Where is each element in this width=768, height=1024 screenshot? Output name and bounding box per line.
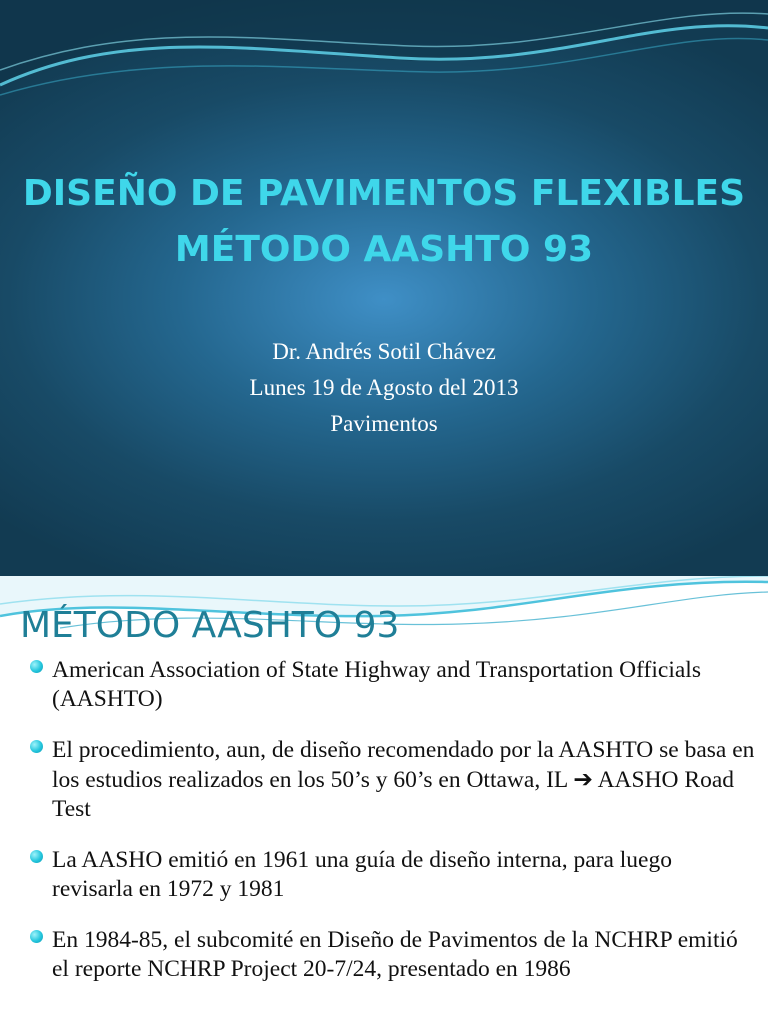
bullet-text: En 1984-85, el subcomité en Diseño de Pavimentos de la NCHRP emitió el reporte NCHRP Project 20-7/24, presentado en 1986 (52, 927, 738, 982)
slide-subtitle (0, 334, 768, 442)
list-item (30, 656, 755, 714)
author-name: Dr. Andrés Sotil Chávez (272, 339, 496, 364)
circle-bullet-icon (30, 660, 43, 673)
title-line-2: MÉTODO AASHTO 93 (174, 229, 594, 270)
presentation-date: Lunes 19 de Agosto del 2013 (249, 375, 519, 400)
wave-decoration (0, 0, 768, 110)
slide-title (0, 166, 768, 278)
bullet-list (30, 656, 755, 1006)
course-name: Pavimentos (330, 411, 438, 436)
circle-bullet-icon (30, 740, 43, 753)
list-item (30, 736, 755, 824)
bullet-text: La AASHO emitió en 1961 una guía de diseño interna, para luego revisarla en 1972 y 1981 (52, 847, 672, 902)
list-item (30, 926, 755, 984)
slide-heading: MÉTODO AASHTO 93 (20, 605, 400, 646)
bullet-text: El procedimiento, aun, de diseño recomendado por la AASHTO se basa en los estudios realizados en los 50’s y 60’s en Ottawa, IL (52, 737, 755, 793)
circle-bullet-icon (30, 850, 43, 863)
title-line-1: DISEÑO DE PAVIMENTOS FLEXIBLES (22, 173, 746, 214)
bullet-text-tail: AASHO Road Test (52, 767, 734, 822)
list-item (30, 846, 755, 904)
circle-bullet-icon (30, 930, 43, 943)
bullet-text: American Association of State Highway and Transportation Officials (AASHTO) (52, 657, 701, 712)
arrow-right-icon: ➔ (573, 765, 593, 793)
